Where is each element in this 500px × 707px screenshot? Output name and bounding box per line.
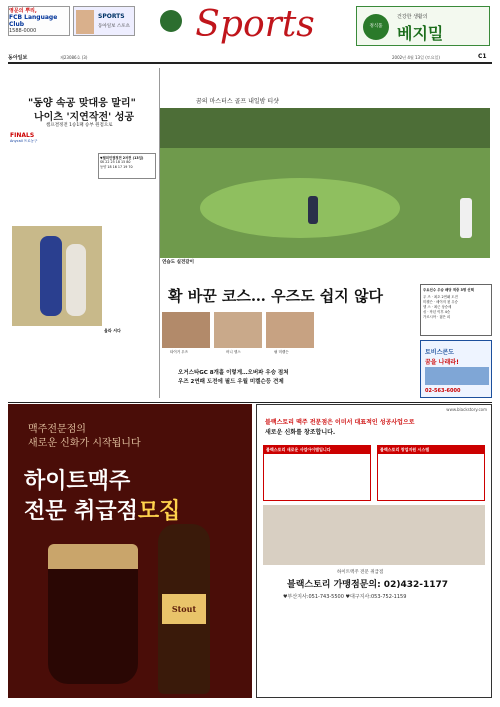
fairway (200, 178, 400, 238)
golf-subhead-1: 오거스타GC 8개홀 이렇게…오버파 우승 점쳐 (178, 370, 289, 376)
player-name: 어니 엘스 (226, 350, 241, 354)
finals-logo: FINALS Anycall 프로농구 (10, 132, 38, 143)
beer-glass (48, 544, 138, 684)
player-figure (40, 236, 62, 316)
player-photo (214, 312, 262, 348)
player-name: 필 미켈슨 (274, 350, 289, 354)
left-headline-1: "동양 속공 맞대응 말리" (28, 98, 136, 109)
golf-odds-box (420, 284, 492, 336)
odds-box-title: 주요선수 우승 배당 적중 3명 선택 (423, 288, 474, 292)
date-line: 2002년 4월 13일 (토요일) (392, 55, 440, 60)
left-story-body-5 (56, 328, 100, 406)
golf-headshots (160, 312, 320, 362)
masthead-rule (8, 62, 492, 64)
condo-photo (425, 367, 489, 385)
odds-row: 엘 스 · 최근 상승세 (423, 305, 452, 309)
golf-body-1 (326, 312, 370, 398)
left-story-body-4 (10, 328, 54, 406)
basketball-photo-caption: 올라 서다 (104, 328, 121, 333)
left-headline-2: 나이츠 '지연작전' 성공 (34, 112, 135, 123)
issue-number: 제23086호 (3) (60, 55, 88, 60)
odds-row: 가르시아 · 젊은 피 (423, 315, 451, 319)
condo-ad[interactable] (420, 340, 492, 398)
blackstory-headline-1: 블랙스토리 맥주 전문점은 이미서 대표적인 성공사업으로 (265, 419, 415, 426)
beer-ad[interactable] (8, 404, 252, 698)
score-table: ▼챔피언결정전 2차전 (13일) SK 22 25 18 15 80 동양 18 16 17 19 70 (98, 153, 156, 179)
basketball-photo (12, 226, 102, 326)
masters-logo (160, 10, 182, 32)
golf-body-3 (162, 388, 212, 396)
top-ad-left[interactable]: 영문의 뿌리, FCB Language Club 1588-0000 (8, 6, 70, 36)
golf-photo-caption-text (162, 265, 488, 279)
top-ad-right[interactable]: 정식품 건강한 생활의 베지밀 (356, 6, 490, 46)
beer-title-2: 전문 취급점 (24, 499, 138, 524)
player-figure (66, 244, 86, 316)
golfer-figure (308, 196, 318, 224)
golf-photo (160, 108, 490, 258)
player-name: 타이거 우즈 (170, 350, 189, 354)
condo-brand: 토비스콘도 (425, 349, 454, 356)
blackstory-photos (263, 505, 485, 565)
beer-kicker-2: 새로운 신화가 시작됩니다 (28, 438, 141, 449)
odds-row: 우 즈 · 최초 2연패 도전 (423, 295, 458, 299)
blackstory-footer-label: 하이트맥주 전문 취급점 (337, 570, 384, 575)
condo-phone: 02-563-6000 (425, 388, 461, 394)
blackstory-url: www.blackstory.com (446, 407, 487, 412)
beer-title-3: 모집 (137, 499, 181, 524)
ad-divider (8, 402, 492, 403)
condo-slogan: 꿈을 나래라! (425, 359, 459, 366)
caddie-figure (460, 198, 472, 238)
gallery-crowd (160, 108, 490, 148)
beer-kicker-1: 맥주전문점의 (28, 424, 86, 435)
left-story-body-3 (104, 336, 156, 406)
golf-subhead-2: 우즈 2연패 도전에 필드 우월 미켈슨등 견제 (178, 379, 284, 385)
blackstory-fine-print (263, 605, 485, 691)
bottle-label: Stout (162, 594, 206, 624)
odds-row: 싱 · 작년 이후 4승 (423, 310, 451, 314)
masthead-title: Sports (195, 4, 315, 45)
golf-headline: 확 바꾼 코스… 우즈도 쉽지 않다 (168, 287, 383, 305)
left-subhead: 챔프결정전 1승1패 승부 원점으로 (46, 123, 113, 128)
blackstory-phone: 블랙스토리 가맹점문의: 02)432-1177 (287, 580, 449, 590)
blackstory-headline-2: 새로운 신화를 창조합니다. (265, 429, 336, 436)
beer-bottle (158, 524, 210, 694)
blackstory-box-2: 블랙스토리 창업지원 시스템 (377, 445, 485, 501)
golf-body-2 (372, 312, 416, 398)
blackstory-ad[interactable] (256, 404, 492, 698)
left-story (8, 66, 158, 406)
beer-title-line (24, 494, 180, 525)
player-photo (162, 312, 210, 348)
blackstory-box-1: 블랙스토리 새로운 사업아이템입니다 (263, 445, 371, 501)
ad-photo (76, 10, 94, 34)
player-photo (266, 312, 314, 348)
paper-name: 동아일보 (8, 55, 28, 61)
top-ad-mid[interactable]: SPORTS 동아일보 스포츠 (73, 6, 135, 36)
odds-row: 미켈슨 · 메이저 첫 우승 (423, 300, 458, 304)
golf-photo-caption: 연습도 실전같이 (162, 260, 194, 265)
golf-kicker: 꿈의 마스터스 골프 내일밤 티샷 (196, 98, 279, 105)
page-number: C1 (478, 53, 487, 60)
blackstory-branches: ♥부산지사:051-743-5500 ♥대구지사:053-752-1159 (283, 594, 407, 600)
vegemil-logo: 정식품 (363, 14, 389, 40)
beer-title-1: 하이트맥주 (24, 469, 131, 494)
